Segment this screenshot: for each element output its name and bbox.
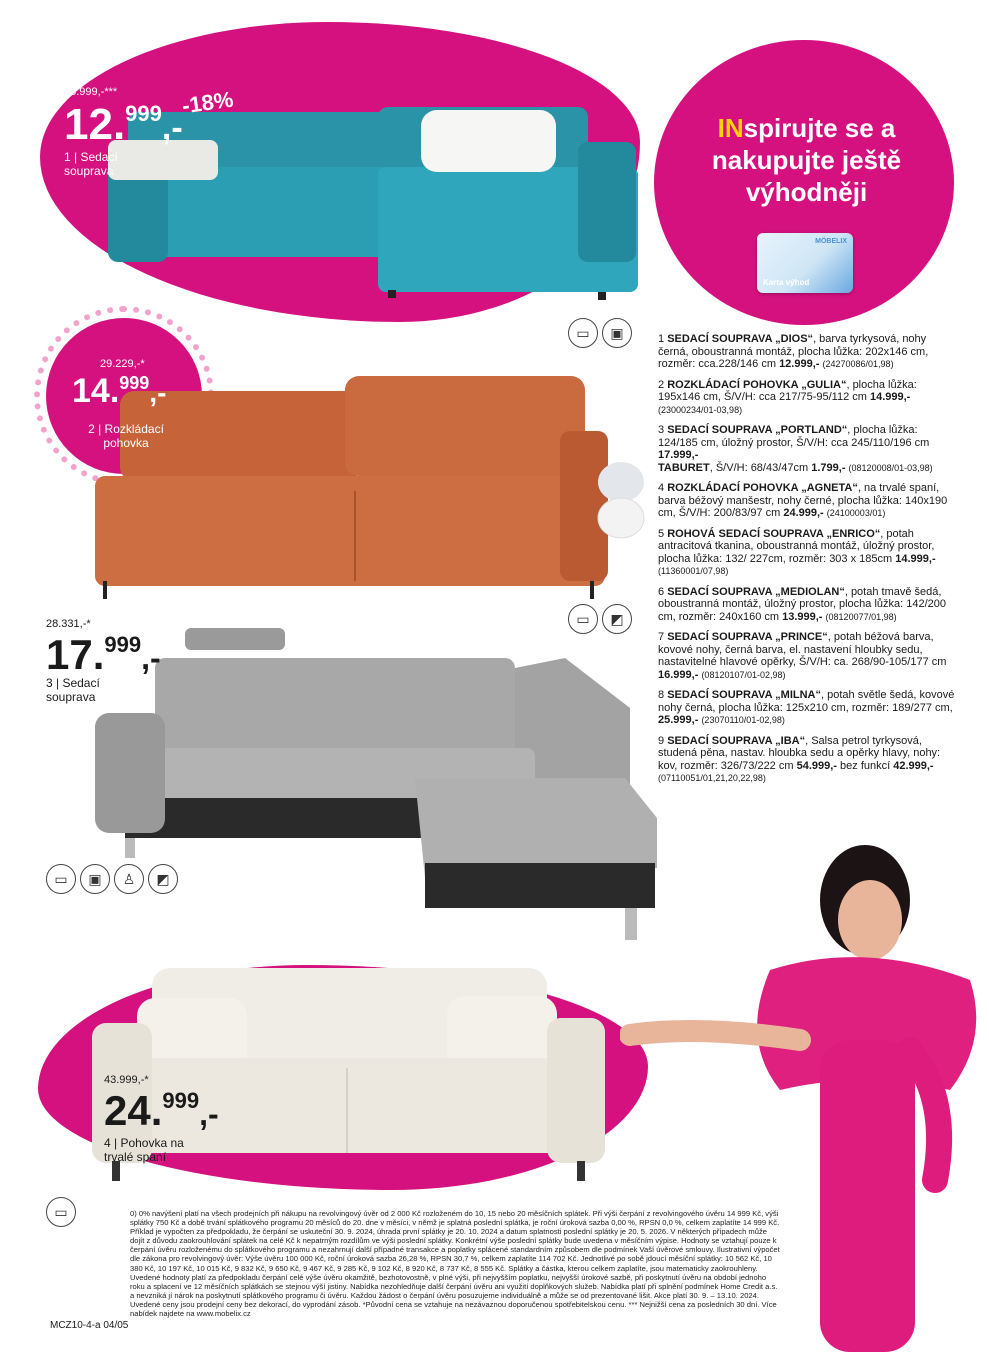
catalog-code: MCZ10-4-a 04/05 xyxy=(50,1320,129,1331)
offer4-price: 24.999,- xyxy=(104,1087,219,1134)
corner-assembly-icon: ◩ xyxy=(148,864,178,894)
product-item: 4 ROZKLÁDACÍ POHOVKA „AGNETA“, na trvalé spaní, barva béžový manšestr, nohy černé, plocha lůžka: 140x190 cm, Š/V/H: 200/83/97 cm 24.999,- (24100003/01) xyxy=(658,482,948,519)
product-item: 5 ROHOVÁ SEDACÍ SOUPRAVA „ENRICO“, potah antracitová tkanina, oboustranná montáž, úložný prostor, plocha lůžka: 132/ 227cm, rozměr: 303 x 185cm 14.999,- (11360001/07,98) xyxy=(658,527,936,576)
sofa-gulia-image xyxy=(95,376,610,602)
product-item: 6 SEDACÍ SOUPRAVA „MEDIOLAN“, potah tmavě šedá, oboustranná montáž, úložný prostor, plocha lůžka: 142/200 cm, rozměr: 240x160 cm 13.999,- (08120077/01,98) xyxy=(658,585,947,623)
bed-function-icon: ▭ xyxy=(568,604,598,634)
offer4-label: 4 | Pohovka na trvalé spaní xyxy=(104,1136,184,1164)
offer3-label: 3 | Sedací souprava xyxy=(46,676,100,704)
promo-headline: INspirujte se a nakupujte ještě výhodněji xyxy=(711,113,902,207)
offer1-discount: -18% xyxy=(180,86,235,119)
product-item: 2 ROZKLÁDACÍ POHOVKA „GULIA“, plocha lůžka: 195x146 cm, Š/V/H: cca 217/75-95/112 cm 14.999,- (23000234/01-03,98) xyxy=(658,378,917,415)
icons-sofa3 xyxy=(568,604,632,634)
product-item: 7 SEDACÍ SOUPRAVA „PRINCE“, potah béžová barva, kovové nohy, černá barva, el. nastavení hloubky sedu, nastavitelné hlavové opěrky, Š/V/H: ca. 268/90-105/177 cm 16.999,- (08120107/01-02,98) xyxy=(658,631,947,681)
bed-function-icon: ▭ xyxy=(46,1197,76,1227)
sofa-portland-image xyxy=(95,628,661,943)
corner-assembly-icon: ◩ xyxy=(602,604,632,634)
product-item: 8 SEDACÍ SOUPRAVA „MILNA“, potah světle šedá, kovové nohy černá, plocha lůžka: 125x210 cm, rozměr: 189/277 cm, 25.999,- (23070110/01-02,98) xyxy=(658,689,955,726)
offer2-label: 2 | Rozkládací pohovka xyxy=(88,422,164,450)
storage-icon: ▣ xyxy=(602,318,632,348)
icons-sofa3-left xyxy=(46,864,178,894)
offer3-old-price: 28.331,-* xyxy=(46,618,91,630)
offer4-old-price: 43.999,-* xyxy=(104,1074,149,1086)
offer2-price: 14.999,- xyxy=(72,372,167,410)
legal-disclaimer: 0) 0% navýšení platí na všech prodejních při nákupu na revolvingový úvěr od 2 000 Kč rozloženém do 10, 15 nebo 20 měsíčních splátek. Při výši čerpání z revolvingového úvěru 14 999 Kč, výši splátky 750 Kč a době trvání splátkového programu 20 měsíců do 20. dne v měsíci, v němž je splatná poslední splátka, je roční úroková sazba 0,00 %, RPSN 0,0 %, celkem zaplatíte 14 999 Kč. Příklad je vypočten za předpokladu, že čerpání se uskuteční 30. 9. 2024, úhrada první splátky je 20. 10. 2024 a datum splatnosti poslední splátky je 20. 5. 2026. V některých případech může dojít z důvodu zaokrouhlování splátek na celé Kč k nepatrným rozdílům ve výši poslední splátky. Konkrétní výše poslední splátky bude uvedena v měsíčním výpise. Hodnoty se vztahují pouze k čerpání úvěru rozloženému do splátkového programu a nezahrnují další případné transakce a poplatky splácené standardním způsobem dle podmínek Vaší úvěrové smlouvy. Ilustrativní výpočet dle zákona pro revolvingový úvěr: Výše úvěru 100 000 Kč, roční úroková sazba 26,28 %, RPSN 30,7 %, celkem zaplatíte 114 702 Kč. Jednotlivé po sobě jdoucí měsíční splátky: 10 562 Kč, 10 380 Kč, 10 197 Kč, 10 015 Kč, 9 832 Kč, 9 650 Kč, 9 467 Kč, 9 285 Kč, 9 102 Kč, 8 920 Kč, 8 737 Kč, 8 555 Kč. Splátky a částka, kterou celkem zaplatíte, jsou matematicky zaokrouhleny. Uvedené hodnoty platí za předpokladu čerpání celé výše úvěru okamžitě, bezhotovostně, v plné výši, při nejvyšším poplatku, nejvyšší úrokové sazbě, při poskytnutí úvěru na období jednoho roku a splacení ve 12 měsíčních splátkách se stejnou výší jistiny. Nabídka nezohledňuje další čerpání úvěru ani využití doplňkových služeb. Nabídka platí při splnění podmínek Home Credit a.s. a nevzniká jí nárok na poskytnutí splátkového programu či úvěru. Každou žádost o čerpání úvěru posuzujeme individuálně a může se od prezentované lišit. Akce platí 30. 9. – 13.10. 2024. Uvedené ceny jsou prodejní ceny bez dekorací, do vyprodání zásob. *Původní cena se vztahuje na nezávaznou doporučenou spotřebitelskou cenu. *** Nejnižší cena za posledních 30 dní. Více nabídek najdete na www.mobelix.cz xyxy=(130,1209,780,1319)
storage-icon: ▣ xyxy=(80,864,110,894)
offer2-old-price: 29.229,-* xyxy=(100,358,145,370)
offer1-label: 1 | Sedací souprava xyxy=(64,150,118,178)
product-item: 1 SEDACÍ SOUPRAVA „DIOS“, barva tyrkysová, nohy černá, oboustranná montáž, plocha lůžka: 202x146 cm, rozměr: cca.228/146 cm 12.999,- (24270086/01,98) xyxy=(658,333,929,370)
offer3-price: 17.999,- xyxy=(46,631,161,678)
headrest-icon: ♙ xyxy=(114,864,144,894)
loyalty-card xyxy=(757,233,853,293)
swatch-image xyxy=(596,460,646,540)
bed-function-icon: ▭ xyxy=(46,864,76,894)
product-item: 9 SEDACÍ SOUPRAVA „IBA“, Salsa petrol tyrkysová, studená pěna, nastav. hloubka sedu a opěrky hlavy, nohy: kov, rozměr: 326/73/222 cm 54.999,- bez funkcí 42.999,- (07110051/01,21,20,22,98) xyxy=(658,734,941,783)
card-brand: MÖBELIX xyxy=(815,238,847,245)
icons-sofa4 xyxy=(46,1197,76,1227)
offer1-old-price: 15.999,-*** xyxy=(64,86,118,98)
card-label: Karta výhod xyxy=(763,278,810,287)
product-item: 3 SEDACÍ SOUPRAVA „PORTLAND“, plocha lůžka: 124/185 cm, úložný prostor, Š/V/H: cca 245/110/196 cm 17.999,- TABURET, Š/V/H: 68/43/47cm 1.799,- (08120008/01-03,98) xyxy=(658,424,933,474)
offer1-price: 12.999,- xyxy=(64,100,183,149)
bed-function-icon: ▭ xyxy=(568,318,598,348)
product-list xyxy=(658,333,958,793)
icons-sofa1 xyxy=(568,318,632,348)
